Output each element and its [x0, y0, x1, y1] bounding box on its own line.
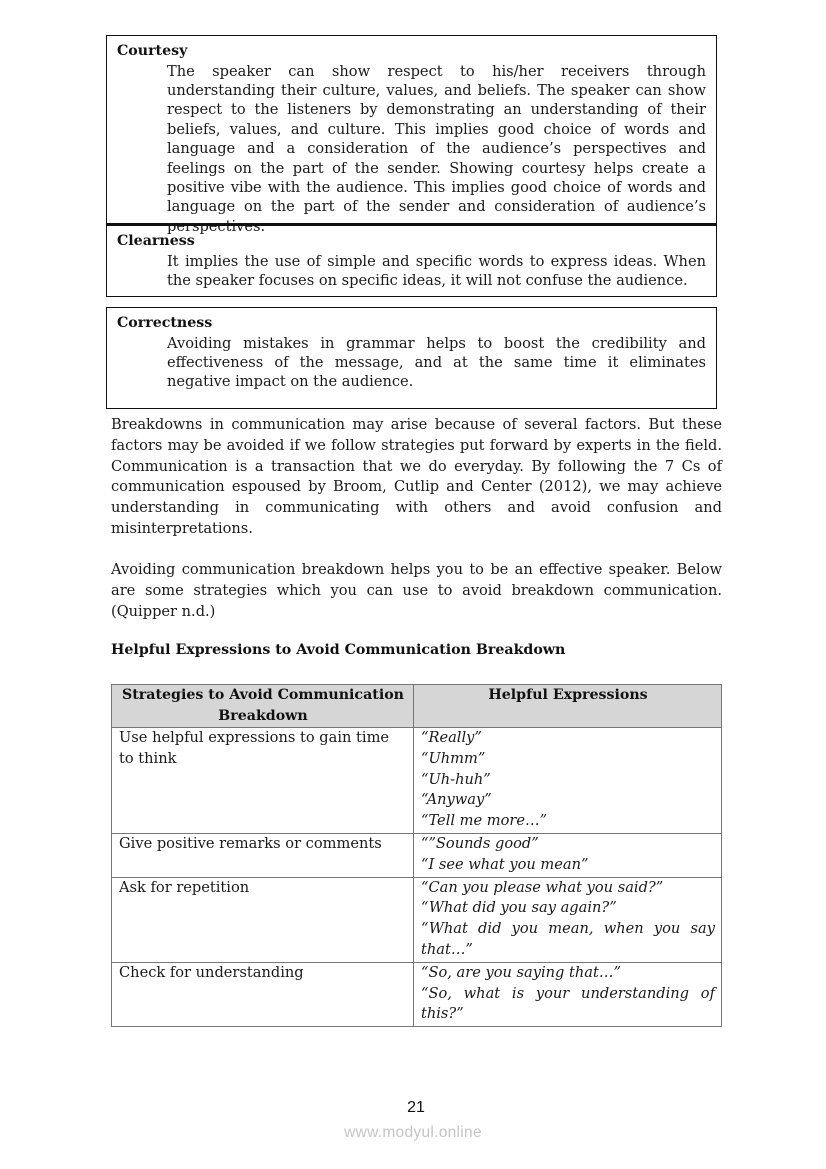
section-heading: Helpful Expressions to Avoid Communication Breakdown [111, 642, 566, 658]
clearness-body: It implies the use of simple and specific words to express ideas. When the speaker focuses on specific ideas, it will not confuse the audience. [167, 252, 706, 289]
table-row [112, 728, 722, 834]
expressions-cell [414, 833, 722, 877]
expression: “Uhmm” [421, 749, 486, 767]
expressions-cell [414, 962, 722, 1026]
expression: “So, are you saying that…” [421, 963, 621, 981]
courtesy-body: The speaker can show respect to his/her receivers through understanding their culture, values, and beliefs. The speaker can show respect to the listeners by demonstrating an understanding of their beliefs, values, and culture. This implies good choice of words and language and a consideration of the audience’s perspectives and feelings on the part of the sender. Showing courtesy helps create a positive vibe with the audience. This implies good choice of words and language on the part of the sender and consideration of audience’s perspectives. [167, 62, 706, 235]
strategy-cell: Ask for repetition [112, 877, 414, 962]
clearness-title: Clearness [117, 233, 195, 249]
strategy-cell: Check for understanding [112, 962, 414, 1026]
paragraph-breakdowns: Breakdowns in communication may arise because of several factors. But these factors may be avoided if we follow strategies put forward by experts in the field. Communication is a transaction that we do everyday. By following the 7 Cs of communication espoused by Broom, Cutlip and Center (2012), we may achieve understanding in communicating with others and avoid confusion and misinterpretations. [111, 416, 722, 537]
courtesy-box [106, 35, 717, 235]
expression: “Tell me more…” [421, 812, 548, 830]
expressions-cell [414, 877, 722, 962]
table-row [112, 877, 722, 962]
expression: “Can you please what you said?” [421, 878, 664, 896]
correctness-title: Correctness [117, 315, 213, 331]
expression: “So, what is your understanding of this?” [421, 984, 715, 1023]
watermark-url: www.modyul.online [344, 1124, 482, 1141]
expression: “I see what you mean” [421, 855, 589, 873]
header-expressions: Helpful Expressions [414, 685, 722, 728]
expressions-cell [414, 728, 722, 834]
table-header-row [112, 685, 722, 728]
correctness-box [106, 307, 717, 409]
expression: “Uh-huh” [421, 770, 491, 788]
expression: “Really” [421, 729, 482, 746]
expression: “What did you mean, when you say that…” [421, 920, 715, 958]
table-row [112, 833, 722, 877]
expression: “What did you say again?” [421, 899, 617, 917]
correctness-body: Avoiding mistakes in grammar helps to boost the credibility and effectiveness of the message, and at the same time it eliminates negative impact on the audience. [167, 334, 706, 391]
clearness-box [106, 224, 717, 297]
header-strategies: Strategies to Avoid Communication Breakdown [112, 685, 414, 728]
page-number: 21 [407, 1099, 425, 1116]
expression: “Anyway” [421, 791, 492, 809]
strategy-cell: Use helpful expressions to gain time to think [112, 728, 414, 834]
courtesy-title: Courtesy [117, 43, 188, 59]
paragraph-avoiding: Avoiding communication breakdown helps you to be an effective speaker. Below are some strategies which you can use to avoid breakdown communication. (Quipper n.d.) [111, 561, 722, 620]
strategy-cell: Give positive remarks or comments [112, 833, 414, 877]
expression: “”Sounds good” [421, 834, 539, 852]
expressions-table [111, 684, 722, 1027]
table-row [112, 962, 722, 1026]
